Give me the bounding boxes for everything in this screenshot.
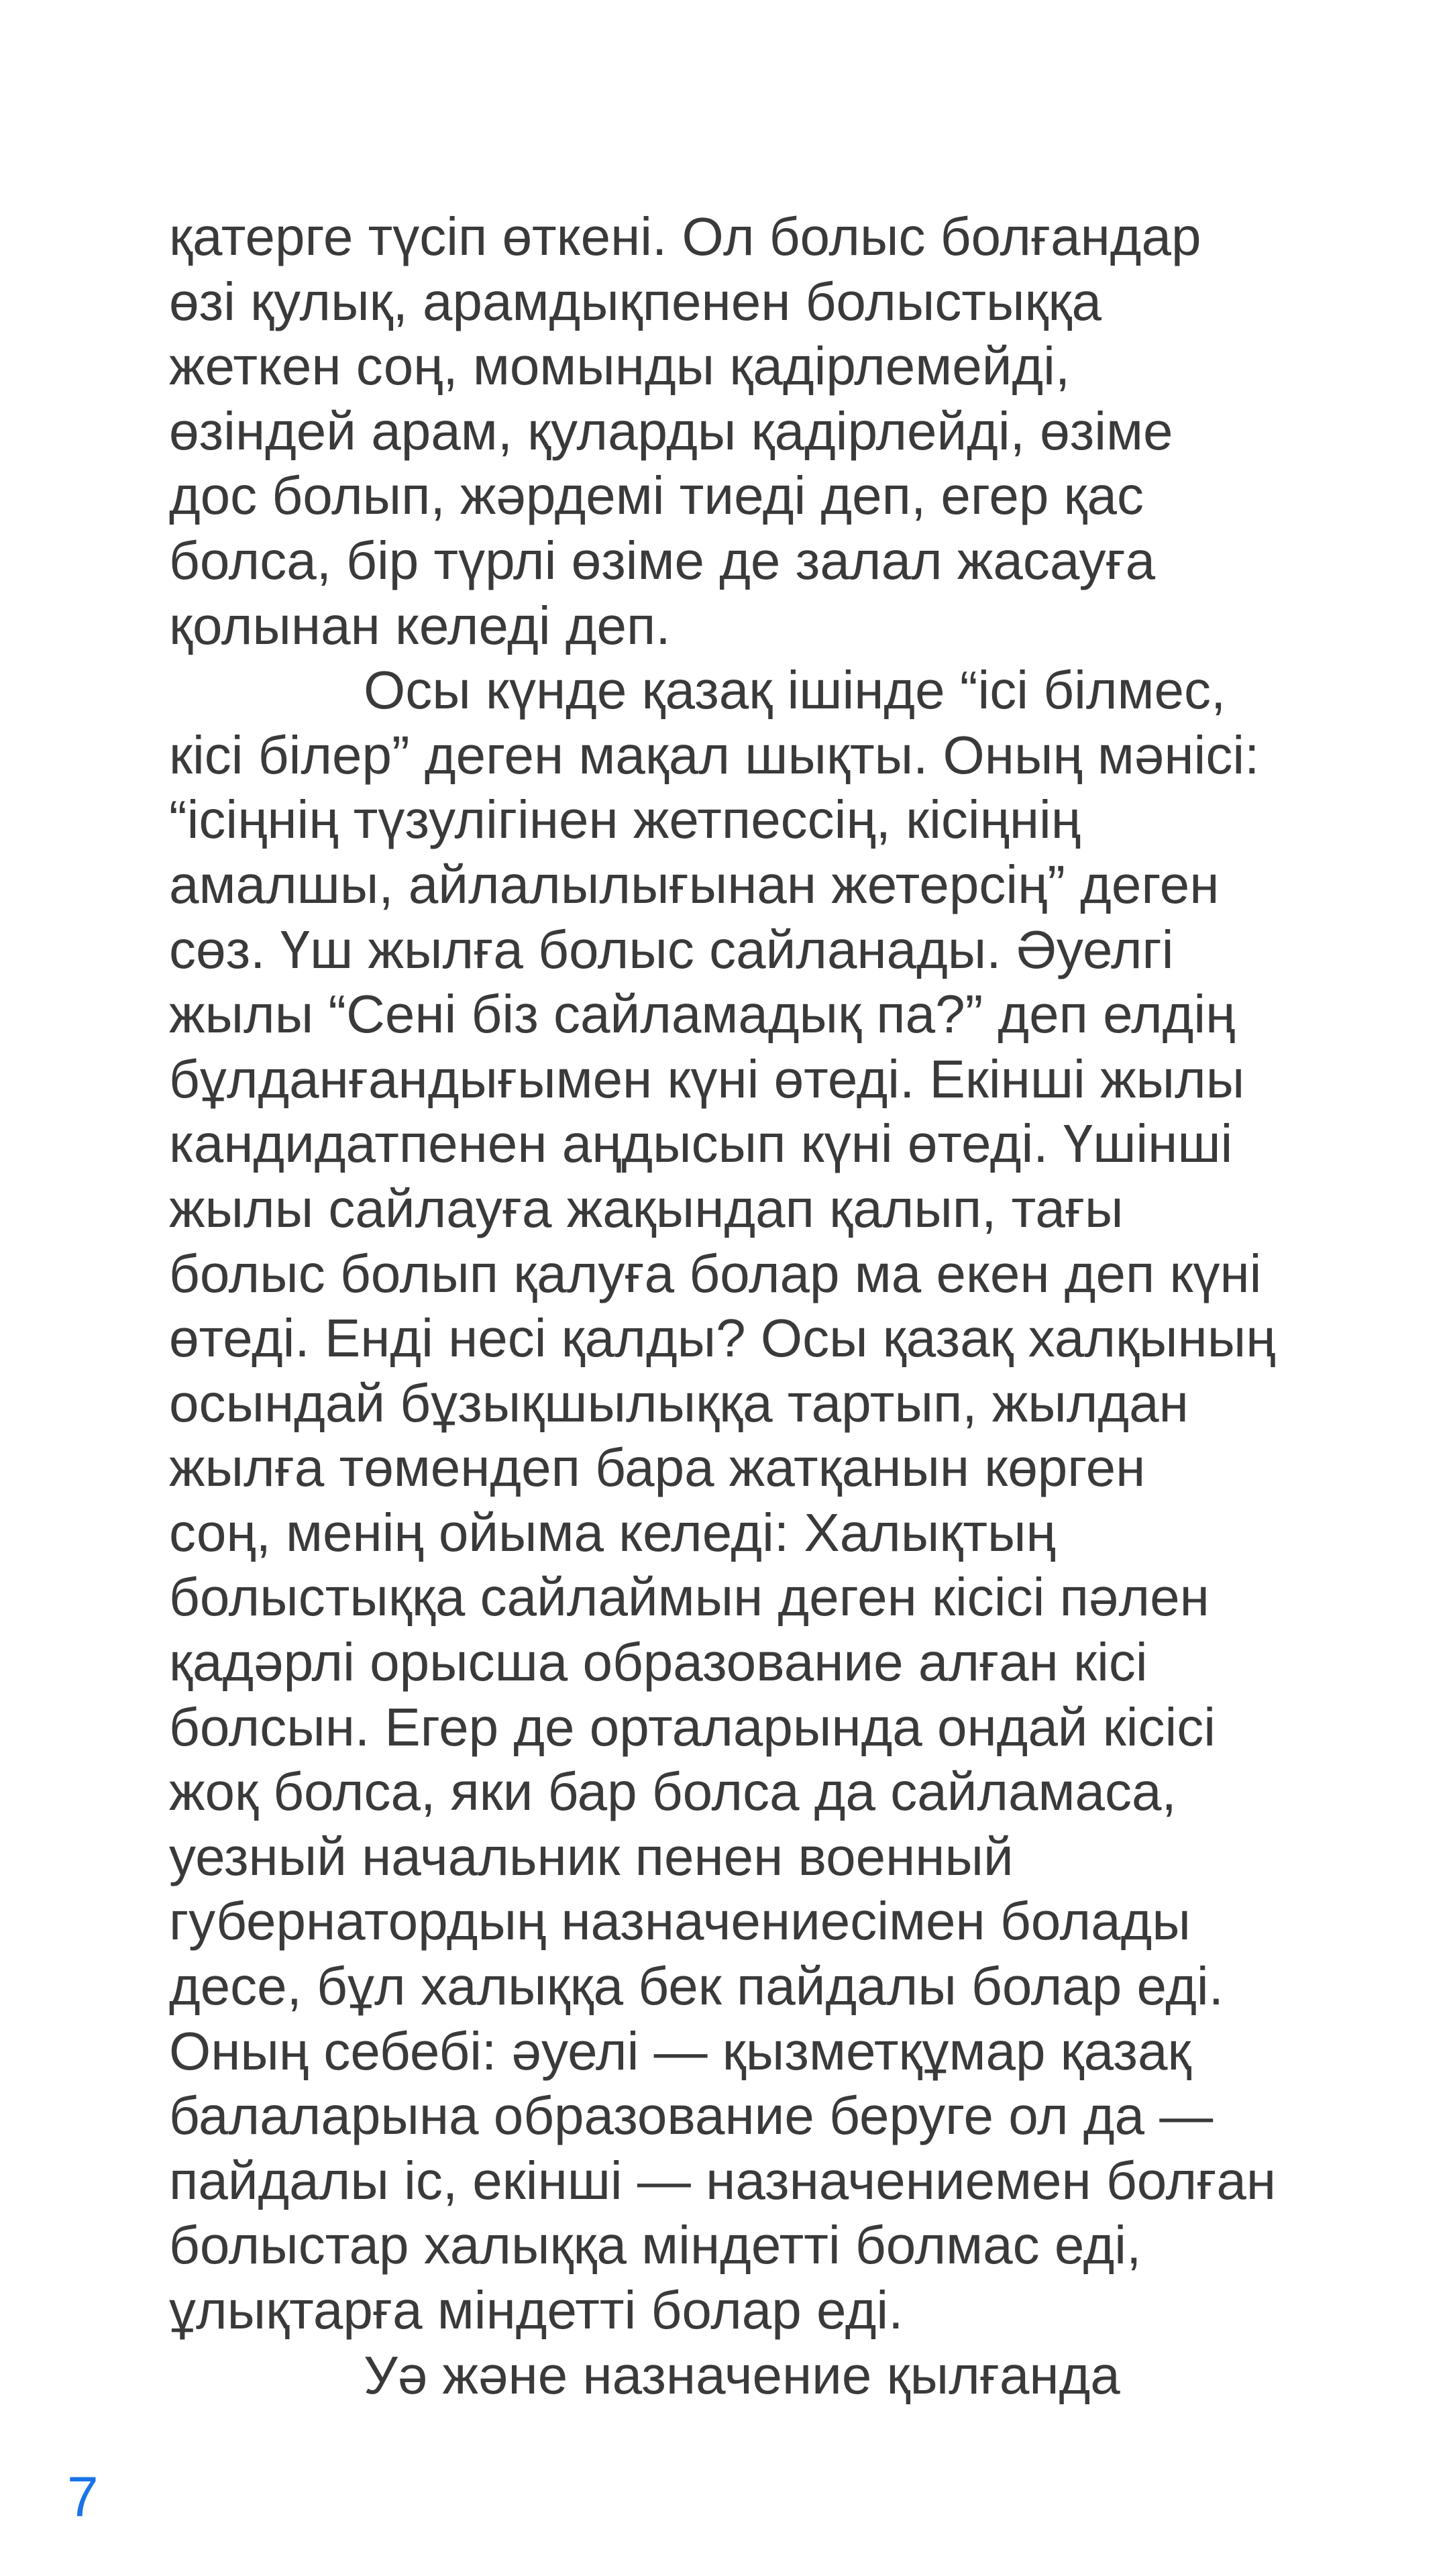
text-line: жоқ болса, яки бар болса да сайламаса, bbox=[169, 1762, 1177, 1822]
text-line: қолынан келеді деп. bbox=[169, 595, 671, 655]
text-line: уезный начальник пенен военный bbox=[169, 1826, 1014, 1886]
text-line: десе, бұл халыққа бек пайдалы болар еді. bbox=[169, 1956, 1224, 2017]
text-line: амалшы, айлалылығынан жетерсің” деген bbox=[169, 854, 1220, 914]
text-line: жылы сайлауға жақындап қалып, тағы bbox=[169, 1178, 1124, 1238]
text-line: жеткен соң, момынды қадірлемейді, bbox=[169, 336, 1071, 396]
text-line: болыстар халыққа міндетті болмас еді, bbox=[169, 2215, 1142, 2275]
text-line: қадәрлі орысша образование алған кісі bbox=[169, 1632, 1148, 1693]
text-line: губернатордың назначениесімен болады bbox=[169, 1891, 1191, 1951]
text-line: осындай бұзықшылыққа тартып, жылдан bbox=[169, 1373, 1189, 1433]
text-line: кісі білер” деген мақал шықты. Оның мәнісі: bbox=[169, 724, 1260, 785]
text-line: балаларына образование беруге ол да — bbox=[169, 2086, 1214, 2146]
page-text bbox=[169, 205, 1323, 2408]
text-line: өзіндей арам, қуларды қадірлейді, өзіме bbox=[169, 400, 1173, 461]
text-line: болсын. Егер де орталарында ондай кісісі bbox=[169, 1697, 1216, 1757]
text-line: болыстыққа сайлаймын деген кісісі пәлен bbox=[169, 1567, 1210, 1627]
text-line: өтеді. Енді несі қалды? Осы қазақ халқының bbox=[169, 1308, 1276, 1368]
text-line: қатерге түсіп өткені. Ол болыс болғандар bbox=[169, 207, 1201, 266]
text-line: болса, бір түрлі өзіме де залал жасауға bbox=[169, 530, 1156, 590]
page-number[interactable]: 7 bbox=[67, 2465, 99, 2528]
text-line: “ісіңнің түзулігінен жетпессің, кісіңнің bbox=[169, 790, 1081, 850]
text-line: ұлықтарға міндетті болар еді. bbox=[169, 2280, 904, 2340]
text-line: жылға төмендеп бара жатқанын көрген bbox=[169, 1438, 1146, 1498]
text-line: Уә және назначение қылғанда bbox=[364, 2345, 1120, 2405]
text-line: сөз. Үш жылға болыс сайланады. Әуелгі bbox=[169, 919, 1174, 979]
text-line: соң, менің ойыма келеді: Халықтың bbox=[169, 1502, 1056, 1562]
text-line: жылы “Сені біз сайламадық па?” деп елдің bbox=[169, 984, 1236, 1044]
text-line: бұлданғандығымен күні өтеді. Екінші жылы bbox=[169, 1049, 1245, 1109]
text-line: болыс болып қалуға болар ма екен деп күні bbox=[169, 1243, 1262, 1303]
text-line: пайдалы іс, екінші — назначениемен болған bbox=[169, 2150, 1277, 2210]
text-line: Осы күнде қазақ ішінде “ісі білмес, bbox=[364, 660, 1226, 720]
text-line: кандидатпенен аңдысып күні өтеді. Үшінші bbox=[169, 1114, 1233, 1174]
text-line: өзі қулық, арамдықпенен болыстыққа bbox=[169, 271, 1102, 331]
text-line: дос болып, жәрдемі тиеді деп, егер қас bbox=[169, 466, 1144, 526]
text-line: Оның себебі: әуелі — қызметқұмар қазақ bbox=[169, 2021, 1191, 2081]
